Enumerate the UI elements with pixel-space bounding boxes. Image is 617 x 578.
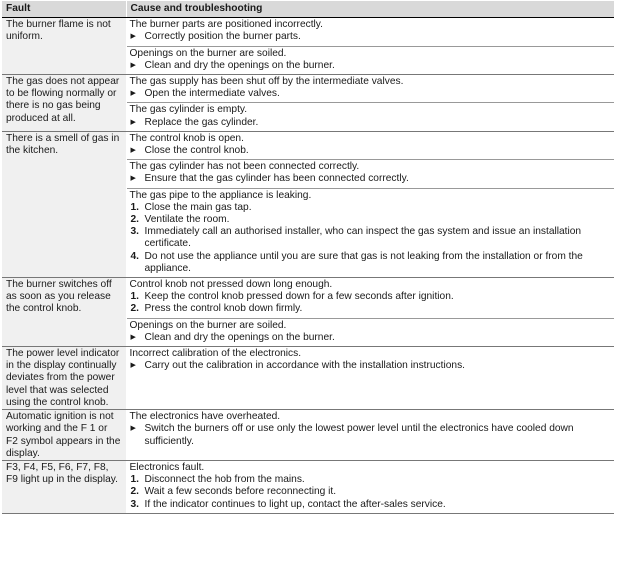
- step-number: 2.: [130, 486, 139, 498]
- table-body: [2, 18, 614, 514]
- fault-cell: F3, F4, F5, F6, F7, F8, F9 light up in the display.: [2, 460, 126, 513]
- cause-text: Electronics fault.: [129, 461, 205, 473]
- arrow-bullet-icon: ▶: [130, 333, 136, 341]
- cause-block: [127, 18, 615, 45]
- troubleshooting-table-wrapper: [2, 1, 614, 514]
- cause-cell: [126, 278, 614, 347]
- cause-cell: [126, 18, 614, 75]
- remedy-step: [130, 423, 612, 447]
- remedy-step: [130, 31, 612, 43]
- cause-block: [127, 132, 615, 159]
- cause-text: Openings on the burner are soiled.: [129, 47, 287, 59]
- arrow-bullet-icon: ▶: [130, 61, 136, 69]
- fault-column-header: Fault: [2, 1, 126, 18]
- step-text: Clean and dry the openings on the burner.: [144, 59, 335, 71]
- remedy-step: [130, 145, 612, 157]
- step-text: Ventilate the room.: [144, 214, 230, 226]
- cause-block: [127, 46, 615, 74]
- fault-cell: Automatic ignition is not working and the F 1 or F2 symbol appears in the display.: [2, 410, 126, 461]
- numbered-step: [130, 474, 612, 486]
- step-text: Press the control knob down firmly.: [144, 303, 303, 315]
- step-number: 3.: [130, 226, 139, 238]
- step-text: Switch the burners off or use only the lowest power level until the electronics have cooled down sufficiently.: [144, 423, 574, 447]
- step-number: 1.: [130, 474, 139, 486]
- step-number: 1.: [130, 291, 139, 303]
- cause-cell: [126, 75, 614, 132]
- step-text: Close the control knob.: [144, 145, 249, 157]
- remedy-step: [130, 117, 612, 129]
- arrow-bullet-icon: ▶: [130, 425, 136, 433]
- cause-text: The gas pipe to the appliance is leaking.: [129, 189, 312, 201]
- table-header-row: [2, 1, 614, 18]
- table-row: [2, 18, 614, 75]
- numbered-step: [130, 303, 612, 315]
- remedy-step: [130, 173, 612, 185]
- cause-text: The gas cylinder has not been connected correctly.: [129, 161, 360, 173]
- step-text: Do not use the appliance until you are sure that gas is not leaking from the installation or from the appliance.: [144, 250, 583, 274]
- cause-block: [127, 75, 615, 102]
- step-text: Carry out the calibration in accordance with the installation instructions.: [144, 360, 466, 372]
- cause-block: [127, 410, 615, 450]
- arrow-bullet-icon: ▶: [130, 362, 136, 370]
- fault-cell: The power level indicator in the display continually deviates from the power level that was selected using the control knob.: [2, 347, 126, 410]
- cause-text: The burner parts are positioned incorrectly.: [129, 19, 323, 31]
- cause-block: [127, 159, 615, 187]
- remedy-step: [130, 332, 612, 344]
- numbered-step: [130, 214, 612, 226]
- cause-text: The gas supply has been shut off by the intermediate valves.: [129, 76, 404, 88]
- cause-text: Control knob not pressed down long enough.: [129, 279, 333, 291]
- numbered-step: [130, 202, 612, 214]
- arrow-bullet-icon: ▶: [130, 90, 136, 98]
- remedy-step: [130, 60, 612, 72]
- step-text: Ensure that the gas cylinder has been connected correctly.: [144, 173, 409, 185]
- cause-block: [127, 102, 615, 130]
- cause-text: The control knob is open.: [129, 132, 244, 144]
- step-text: Disconnect the hob from the mains.: [144, 474, 305, 486]
- cause-block: [127, 318, 615, 346]
- cause-column-header: Cause and troubleshooting: [126, 1, 614, 18]
- cause-cell: [126, 460, 614, 513]
- numbered-step: [130, 226, 612, 250]
- cause-cell: [126, 131, 614, 277]
- table-row: [2, 347, 614, 410]
- step-text: Keep the control knob pressed down for a few seconds after ignition.: [144, 291, 454, 303]
- numbered-step: [130, 499, 612, 511]
- cause-block: [127, 461, 615, 513]
- step-text: Immediately call an authorised installer, who can inspect the gas system and issue an installation certificate.: [144, 226, 582, 250]
- cause-block: [127, 278, 615, 318]
- step-text: Open the intermediate valves.: [144, 88, 280, 100]
- arrow-bullet-icon: ▶: [130, 147, 136, 155]
- table-row: [2, 278, 614, 347]
- numbered-step: [130, 486, 612, 498]
- step-number: 1.: [130, 201, 139, 213]
- arrow-bullet-icon: ▶: [130, 33, 136, 41]
- remedy-step: [130, 88, 612, 100]
- fault-cell: The gas does not appear to be flowing normally or there is no gas being produced at all.: [2, 75, 126, 132]
- numbered-step: [130, 251, 612, 275]
- cause-text: The gas cylinder is empty.: [129, 104, 248, 116]
- step-text: Clean and dry the openings on the burner.: [144, 331, 335, 343]
- cause-text: Incorrect calibration of the electronics.: [129, 348, 302, 360]
- step-number: 3.: [130, 498, 139, 510]
- cause-text: Openings on the burner are soiled.: [129, 319, 287, 331]
- table-row: [2, 410, 614, 461]
- step-number: 4.: [130, 250, 139, 262]
- remedy-step: [130, 360, 612, 372]
- table-row: [2, 75, 614, 132]
- step-number: 2.: [130, 303, 139, 315]
- numbered-step: [130, 291, 612, 303]
- step-number: 2.: [130, 214, 139, 226]
- arrow-bullet-icon: ▶: [130, 175, 136, 183]
- cause-block: [127, 188, 615, 277]
- cause-cell: [126, 347, 614, 410]
- fault-cell: The burner switches off as soon as you release the control knob.: [2, 278, 126, 347]
- step-text: Close the main gas tap.: [144, 201, 252, 213]
- step-text: If the indicator continues to light up, contact the after-sales service.: [144, 498, 446, 510]
- cause-text: The electronics have overheated.: [129, 411, 281, 423]
- table-row: [2, 131, 614, 277]
- fault-cell: The burner flame is not uniform.: [2, 18, 126, 75]
- cause-cell: [126, 410, 614, 461]
- step-text: Correctly position the burner parts.: [144, 31, 301, 43]
- fault-cell: There is a smell of gas in the kitchen.: [2, 131, 126, 277]
- table-row: [2, 460, 614, 513]
- step-text: Wait a few seconds before reconnecting it.: [144, 486, 337, 498]
- step-text: Replace the gas cylinder.: [144, 116, 259, 128]
- arrow-bullet-icon: ▶: [130, 118, 136, 126]
- troubleshooting-table: [2, 1, 614, 514]
- cause-block: [127, 347, 615, 374]
